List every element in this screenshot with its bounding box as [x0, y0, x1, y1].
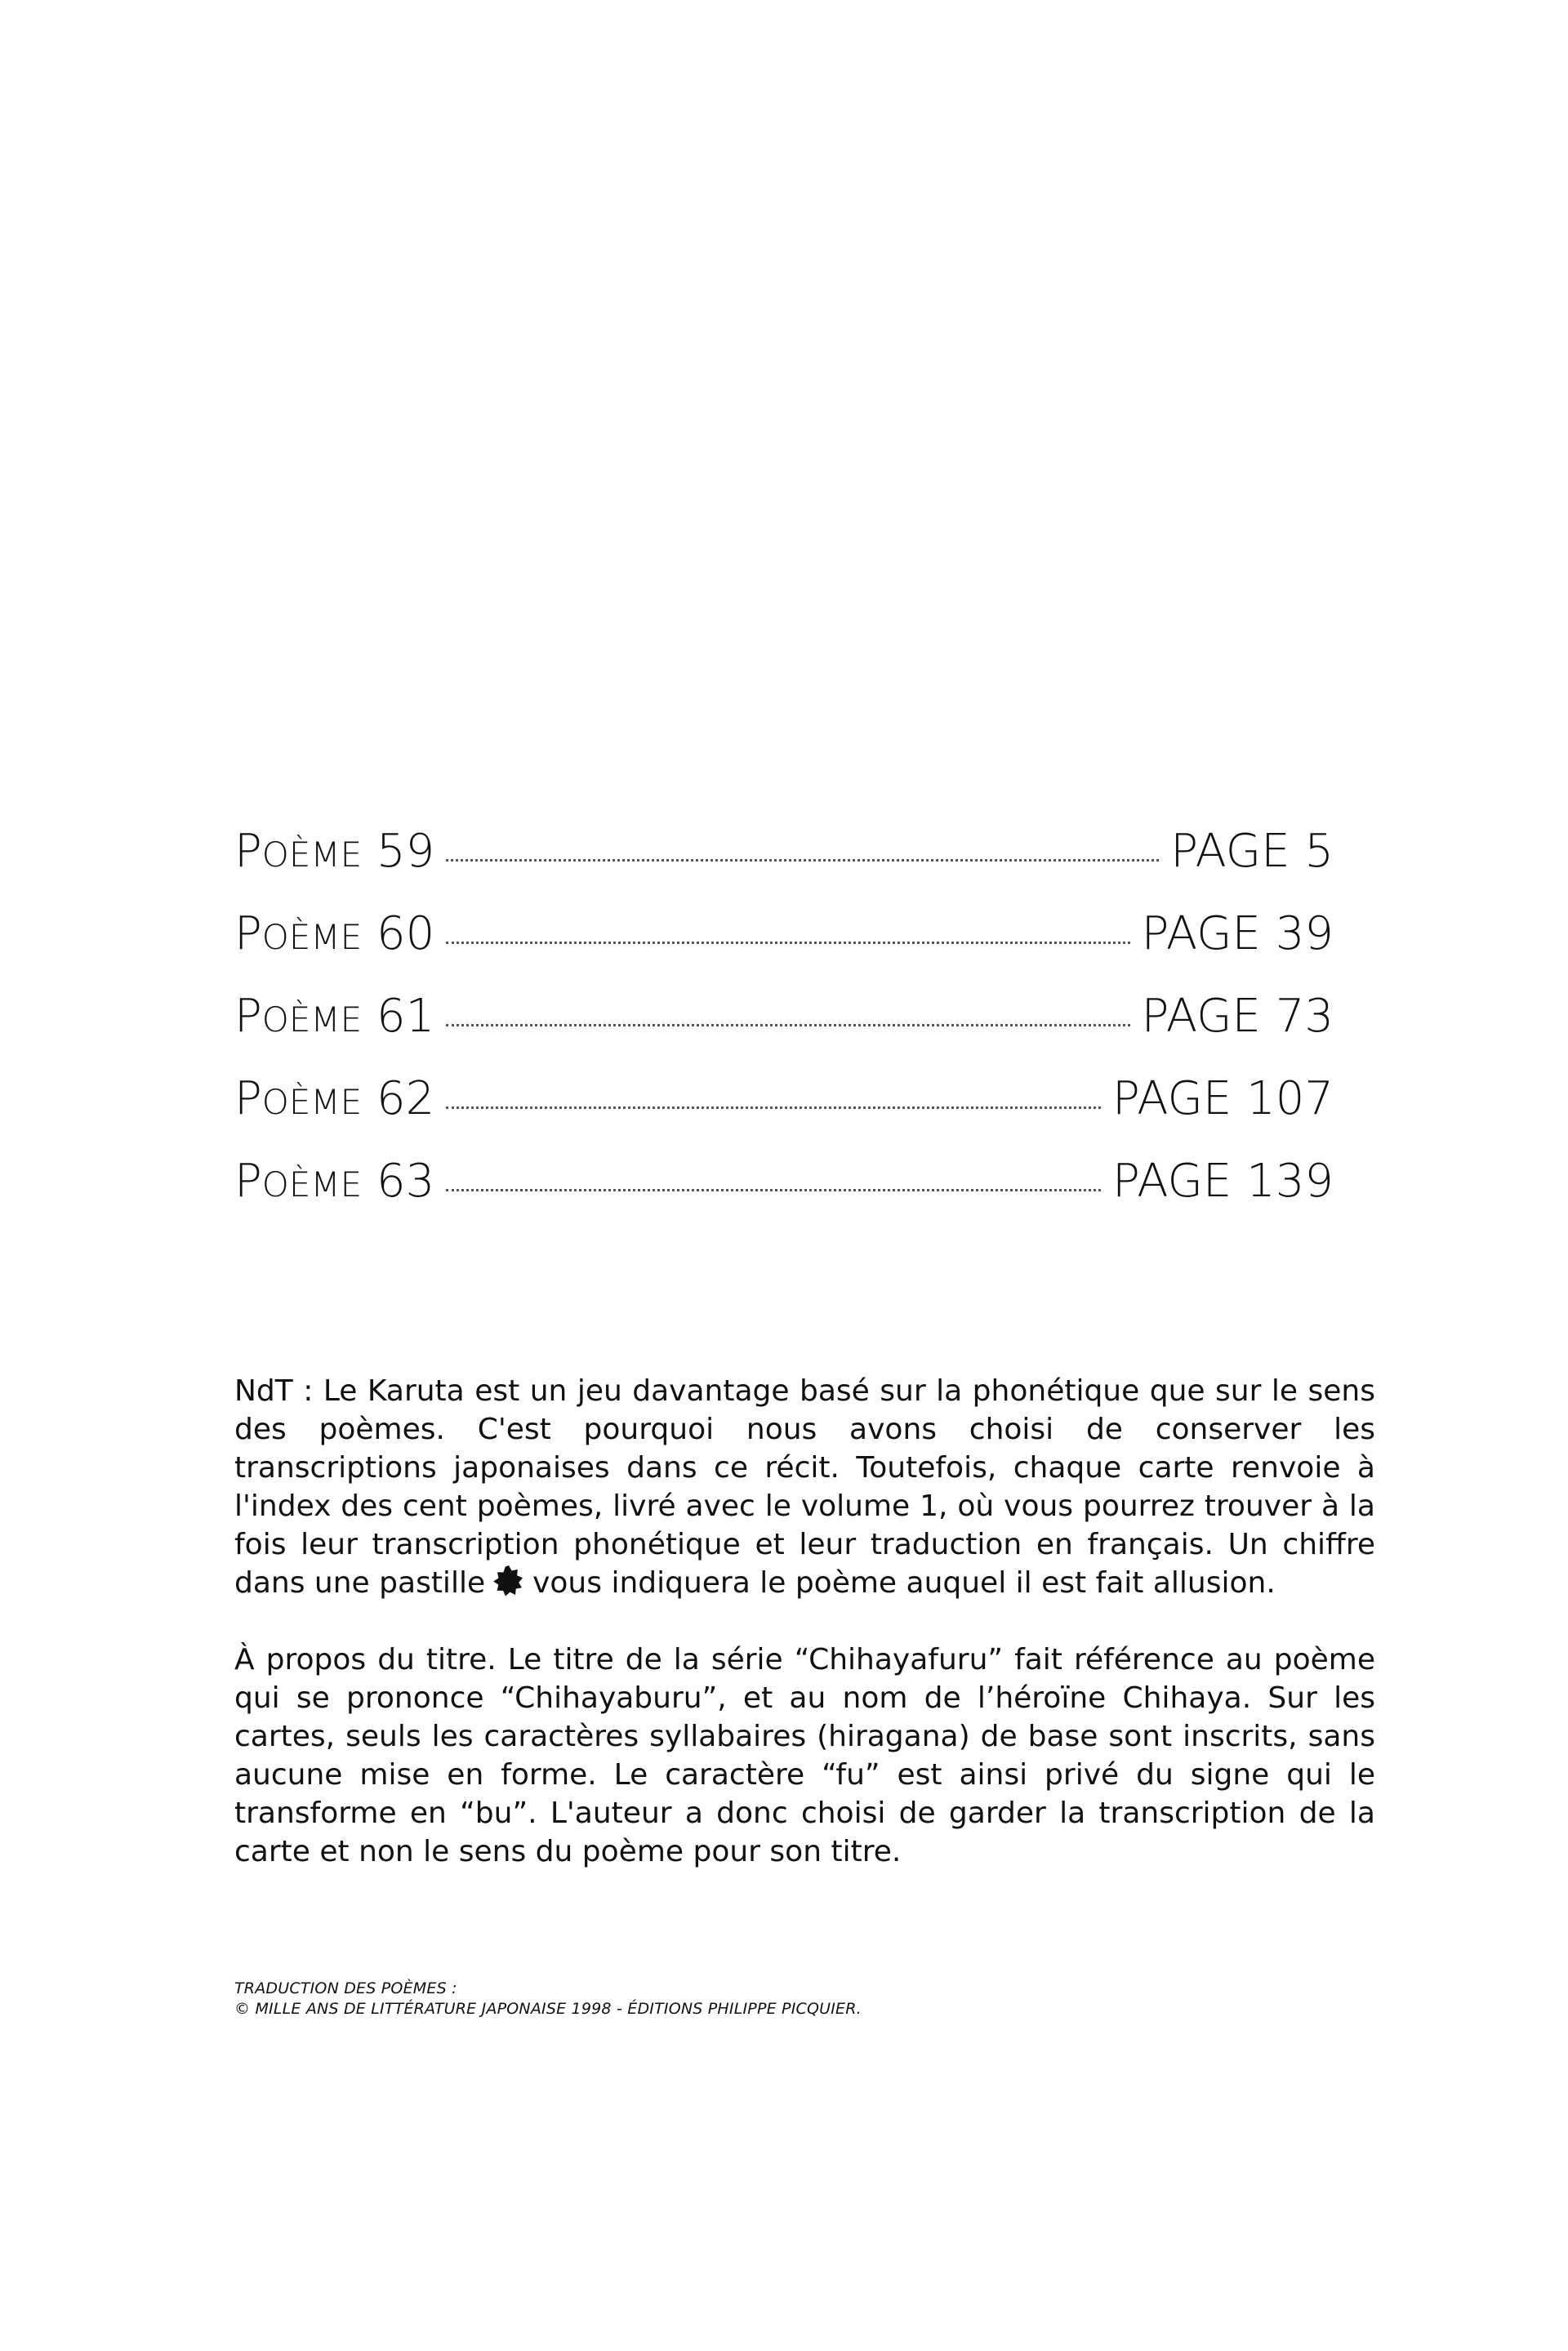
toc-poem-initial: P [234, 825, 262, 878]
toc-poem-title [234, 1155, 434, 1208]
toc-poem-initial: P [234, 1155, 262, 1208]
toc-dot-leader [446, 1106, 1101, 1109]
toc-entry [234, 990, 1334, 1072]
toc-poem-initial: P [234, 990, 262, 1043]
toc-page-number: PAGE 139 [1112, 1155, 1334, 1208]
note-paragraph-karuta [234, 1372, 1375, 1602]
toc-page-number: PAGE 5 [1170, 825, 1334, 878]
note-text-before-pastille: NdT : Le Karuta est un jeu davantage basé sur la phonétique que sur le sens des poèmes. C'est pourquoi nous avons choisi de conserver les transcriptions japonaises dans ce récit. Toutefois, chaque carte renvoie à l'index des cent poèmes, livré avec le volume 1, où vous pourrez trouver à la fois leur transcription phonétique et leur traduction en français. Un chiffre dans une pastille [234, 1374, 1375, 1600]
toc-poem-title [234, 1072, 434, 1125]
toc-poem-word: OÈME [261, 1082, 363, 1122]
toc-poem-number: 61 [376, 990, 435, 1043]
credits-line: © MILLE ANS DE LITTÉRATURE JAPONAISE 1998 - ÉDITIONS PHILIPPE PICQUIER. [234, 2000, 862, 2018]
toc-dot-leader [446, 859, 1159, 862]
toc-entry [234, 907, 1334, 990]
toc-poem-initial: P [234, 907, 262, 960]
toc-poem-initial: P [234, 1072, 262, 1125]
toc-entry [234, 1155, 1334, 1237]
toc-entry [234, 825, 1334, 907]
toc-poem-title [234, 990, 434, 1043]
toc-poem-number: 59 [376, 825, 435, 878]
pastille-badge-icon [492, 1565, 526, 1599]
toc-poem-title [234, 825, 434, 878]
toc-page-number: PAGE 107 [1112, 1072, 1334, 1125]
toc-poem-word: OÈME [261, 1164, 363, 1204]
toc-page-number: PAGE 73 [1141, 990, 1334, 1043]
credits-line: TRADUCTION DES POÈMES : [234, 1979, 457, 1997]
toc-dot-leader [446, 1189, 1101, 1191]
toc-page-number: PAGE 39 [1141, 907, 1334, 960]
toc-dot-leader [446, 1024, 1129, 1026]
toc-entry [234, 1072, 1334, 1155]
table-of-contents [234, 825, 1334, 1237]
translation-credits [234, 1979, 862, 2019]
toc-poem-number: 63 [376, 1155, 435, 1208]
note-text-after-pastille: vous indiquera le poème auquel il est fait allusion. [532, 1566, 1276, 1600]
translator-note [234, 1372, 1375, 1871]
note-paragraph-title: À propos du titre. Le titre de la série “Chihayafuru” fait référence au poème qui se prononce “Chihayaburu”, et au nom de l’héroïne Chihaya. Sur les cartes, seuls les caractères syllabaires (hiragana) de base sont inscrits, sans aucune mise en forme. Le caractère “fu” est ainsi privé du signe qui le transforme en “bu”. L'auteur a donc choisi de garder la transcription de la carte et non le sens du poème pour son titre. [234, 1643, 1375, 1868]
toc-poem-word: OÈME [261, 1000, 363, 1040]
toc-poem-number: 60 [376, 907, 435, 960]
toc-poem-number: 62 [376, 1072, 435, 1125]
toc-poem-title [234, 907, 434, 960]
toc-poem-word: OÈME [261, 835, 363, 875]
toc-poem-word: OÈME [261, 917, 363, 957]
toc-dot-leader [446, 942, 1129, 944]
